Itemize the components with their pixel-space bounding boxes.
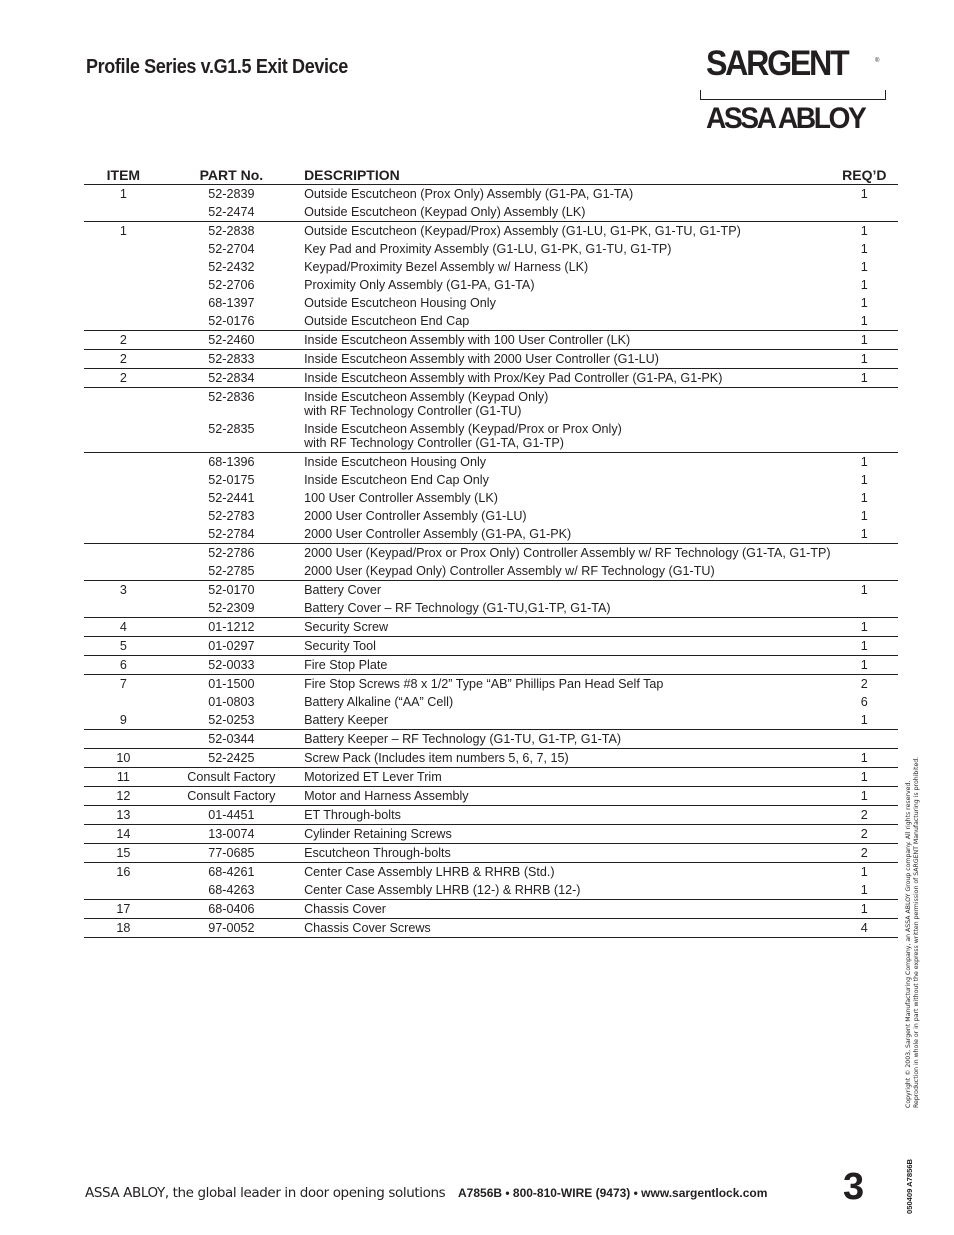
part-number-cell: 52-2785	[163, 562, 300, 581]
table-row	[84, 787, 898, 806]
table-row	[84, 489, 898, 507]
table-row	[84, 331, 898, 350]
header-reqd: REQ’D	[831, 166, 898, 185]
part-number-cell: 52-2474	[163, 203, 300, 222]
description-cell: Inside Escutcheon Assembly with 100 User Controller (LK)	[300, 331, 831, 350]
table-row	[84, 276, 898, 294]
quantity-cell: 1	[860, 455, 868, 469]
quantity-cell: 1	[831, 637, 898, 656]
part-number-cell: 01-1500	[208, 677, 255, 691]
table-row	[84, 507, 898, 525]
quantity-cell: 1	[831, 749, 898, 768]
quantity-cell	[831, 420, 898, 453]
item-cell: 12	[84, 787, 163, 806]
header-description: DESCRIPTION	[300, 166, 831, 185]
parts-table-header-row	[84, 166, 898, 185]
item-cell: 9	[84, 711, 163, 730]
item-cell	[84, 507, 163, 525]
description-cell: Outside Escutcheon (Keypad Only) Assembly (LK)	[300, 203, 831, 222]
description-cell: Motor and Harness Assembly	[300, 787, 831, 806]
quantity-cell: 2	[831, 806, 898, 825]
table-row	[84, 675, 898, 694]
item-cell: 14	[84, 825, 163, 844]
page-number: 3	[843, 1166, 865, 1208]
quantity-cell: 1	[860, 583, 868, 597]
description-cell: Battery Alkaline (“AA” Cell)	[304, 695, 454, 709]
description-cell: Escutcheon Through-bolts	[300, 844, 831, 863]
parts-table-body	[84, 185, 898, 938]
description-cell: Outside Escutcheon (Prox Only) Assembly (G1-PA, G1-TA)	[304, 187, 634, 201]
table-row	[84, 900, 898, 919]
registered-mark: ®	[875, 58, 880, 64]
part-number-cell: 52-2839	[208, 187, 255, 201]
table-row	[84, 919, 898, 938]
part-number-cell: Consult Factory	[163, 768, 300, 787]
part-number-cell: Consult Factory	[163, 787, 300, 806]
part-number-cell: 68-1396	[208, 455, 255, 469]
quantity-cell: 1	[831, 900, 898, 919]
table-row	[84, 388, 898, 421]
item-cell	[84, 525, 163, 544]
item-cell: 16	[116, 865, 131, 879]
table-row	[84, 350, 898, 369]
copyright-notice	[905, 757, 921, 1108]
part-number-cell: 52-0344	[163, 730, 300, 749]
item-cell: 2	[84, 369, 163, 388]
description-cell: Battery Cover – RF Technology (G1-TU,G1-TP, G1-TA)	[300, 599, 831, 618]
part-number-cell: 52-2783	[208, 509, 255, 523]
part-number-cell: 52-2833	[163, 350, 300, 369]
part-number-cell: 52-2786	[208, 546, 255, 560]
description-cell: Motorized ET Lever Trim	[300, 768, 831, 787]
item-cell: 6	[84, 656, 163, 675]
table-row	[84, 730, 898, 749]
part-number-cell: 52-2460	[163, 331, 300, 350]
quantity-cell: 1	[860, 509, 868, 523]
quantity-cell: 1	[831, 350, 898, 369]
part-number-cell: 01-1212	[163, 618, 300, 637]
item-cell	[84, 203, 163, 222]
quantity-cell: 1	[860, 865, 868, 879]
description-cell: Security Tool	[300, 637, 831, 656]
footer-contact: A7856B • 800-810-WIRE (9473) • www.sargentlock.com	[458, 1186, 768, 1200]
quantity-cell: 1	[860, 260, 868, 274]
item-cell: 11	[84, 768, 163, 787]
item-cell	[84, 294, 163, 312]
part-number-cell: 52-0170	[208, 583, 255, 597]
item-cell: 1	[119, 187, 127, 201]
table-row	[84, 203, 898, 222]
table-row	[84, 240, 898, 258]
description-cell: Chassis Cover	[300, 900, 831, 919]
table-row	[84, 562, 898, 581]
part-number-cell: 52-0176	[163, 312, 300, 331]
item-cell	[84, 881, 163, 900]
part-number-cell: 52-2834	[163, 369, 300, 388]
quantity-cell	[831, 599, 898, 618]
table-row	[84, 863, 898, 882]
item-cell: 2	[84, 331, 163, 350]
quantity-cell: 1	[860, 224, 868, 238]
description-cell: Battery Keeper	[300, 711, 831, 730]
table-row	[84, 185, 898, 204]
quantity-cell: 1	[860, 187, 868, 201]
quantity-cell	[831, 730, 898, 749]
part-number-cell: 01-0803	[208, 695, 255, 709]
table-row	[84, 294, 898, 312]
quantity-cell: 1	[831, 312, 898, 331]
table-row	[84, 369, 898, 388]
part-number-cell: 01-4451	[163, 806, 300, 825]
quantity-cell: 1	[831, 369, 898, 388]
quantity-cell	[831, 544, 898, 563]
item-cell: 18	[84, 919, 163, 938]
part-number-cell: 52-0033	[163, 656, 300, 675]
quantity-cell: 1	[831, 618, 898, 637]
description-cell: Inside Escutcheon End Cap Only	[304, 473, 489, 487]
description-cell: Inside Escutcheon Housing Only	[304, 455, 487, 469]
item-cell	[84, 453, 163, 472]
part-number-cell: 52-2706	[208, 278, 255, 292]
part-number-cell: 52-2784	[163, 525, 300, 544]
table-row	[84, 806, 898, 825]
brand-wordmark: SARGENT	[706, 44, 848, 83]
table-row	[84, 453, 898, 472]
description-cell: 2000 User (Keypad/Prox or Prox Only) Controller Assembly w/ RF Technology (G1-TA, G1-TP)	[304, 546, 831, 560]
table-row	[84, 749, 898, 768]
table-row	[84, 471, 898, 489]
description-cell: Inside Escutcheon Assembly with Prox/Key Pad Controller (G1-PA, G1-PK)	[300, 369, 831, 388]
part-number-cell: 52-2704	[208, 242, 255, 256]
description-cell: Keypad/Proximity Bezel Assembly w/ Harness (LK)	[304, 260, 589, 274]
part-number-cell: 68-1397	[208, 296, 255, 310]
table-row	[84, 599, 898, 618]
table-row	[84, 258, 898, 276]
quantity-cell: 1	[831, 331, 898, 350]
quantity-cell: 1	[831, 787, 898, 806]
quantity-cell	[831, 388, 898, 421]
item-cell	[84, 544, 163, 563]
description-cell: Chassis Cover Screws	[300, 919, 831, 938]
description-cell: Outside Escutcheon End Cap	[300, 312, 831, 331]
page-title: Profile Series v.G1.5 Exit Device	[86, 56, 348, 78]
parts-table	[84, 166, 898, 938]
table-row	[84, 768, 898, 787]
part-number-cell: 52-0175	[208, 473, 255, 487]
item-cell: 2	[84, 350, 163, 369]
quantity-cell: 1	[831, 656, 898, 675]
part-number-cell: 52-2432	[208, 260, 255, 274]
item-cell	[84, 240, 163, 258]
part-number-cell: 52-2838	[208, 224, 255, 238]
quantity-cell: 1	[860, 242, 868, 256]
table-row	[84, 844, 898, 863]
part-number-cell: 68-0406	[163, 900, 300, 919]
item-cell: 17	[84, 900, 163, 919]
description-cell: Cylinder Retaining Screws	[300, 825, 831, 844]
quantity-cell: 1	[860, 491, 868, 505]
table-row	[84, 881, 898, 900]
part-number-cell: 52-2309	[163, 599, 300, 618]
item-cell	[84, 471, 163, 489]
table-row	[84, 618, 898, 637]
table-row	[84, 656, 898, 675]
header-item: ITEM	[84, 166, 163, 185]
item-cell: 15	[84, 844, 163, 863]
item-cell	[84, 312, 163, 331]
logo-bracket-rule	[700, 90, 886, 100]
table-row	[84, 222, 898, 241]
item-cell	[84, 599, 163, 618]
footer-tagline: ASSA ABLOY, the global leader in door opening solutions	[85, 1185, 446, 1201]
item-cell	[84, 730, 163, 749]
item-cell	[84, 489, 163, 507]
description-line: Inside Escutcheon Assembly (Keypad Only)	[304, 390, 549, 404]
table-row	[84, 312, 898, 331]
part-number-cell: 77-0685	[163, 844, 300, 863]
quantity-cell: 1	[831, 711, 898, 730]
item-cell: 4	[84, 618, 163, 637]
header-part-no: PART No.	[163, 166, 300, 185]
table-row	[84, 693, 898, 711]
description-cell: Outside Escutcheon Housing Only	[304, 296, 496, 310]
part-number-cell: 52-2425	[163, 749, 300, 768]
quantity-cell: 1	[860, 296, 868, 310]
description-cell: Battery Keeper – RF Technology (G1-TU, G1-TP, G1-TA)	[300, 730, 831, 749]
description-cell: 2000 User Controller Assembly (G1-PA, G1-PK)	[300, 525, 831, 544]
table-row	[84, 825, 898, 844]
quantity-cell: 2	[831, 844, 898, 863]
parent-brand-wordmark: ASSA ABLOY	[706, 102, 865, 135]
quantity-cell: 6	[860, 695, 868, 709]
quantity-cell: 4	[831, 919, 898, 938]
part-number-cell: 52-2441	[208, 491, 255, 505]
table-row	[84, 525, 898, 544]
description-cell: Inside Escutcheon Assembly with 2000 User Controller (G1-LU)	[300, 350, 831, 369]
table-row	[84, 544, 898, 563]
description-cell: Proximity Only Assembly (G1-PA, G1-TA)	[304, 278, 535, 292]
description-cell: Battery Cover	[304, 583, 382, 597]
quantity-cell	[831, 203, 898, 222]
quantity-cell: 1	[860, 278, 868, 292]
description-line: with RF Technology Controller (G1-TU)	[304, 404, 522, 418]
table-row	[84, 420, 898, 453]
item-cell	[84, 693, 163, 711]
copyright-line-1: Copyright © 2003, Sargent Manufacturing Company, an ASSA ABLOY Group company. All rights reserved.	[905, 780, 912, 1108]
description-line: Inside Escutcheon Assembly (Keypad/Prox or Prox Only)	[304, 422, 622, 436]
description-cell: 2000 User Controller Assembly (G1-LU)	[304, 509, 527, 523]
document-code: 050409 A7856B	[905, 1158, 914, 1214]
item-cell	[84, 258, 163, 276]
quantity-cell: 1	[831, 525, 898, 544]
part-number-cell: 68-4263	[163, 881, 300, 900]
quantity-cell: 2	[831, 825, 898, 844]
description-cell	[300, 388, 831, 421]
description-cell	[300, 420, 831, 453]
part-number-cell: 52-2835	[163, 420, 300, 453]
description-cell: Key Pad and Proximity Assembly (G1-LU, G1-PK, G1-TU, G1-TP)	[304, 242, 672, 256]
description-cell: Outside Escutcheon (Keypad/Prox) Assembly (G1-LU, G1-PK, G1-TU, G1-TP)	[304, 224, 741, 238]
item-cell: 13	[84, 806, 163, 825]
description-cell: 2000 User (Keypad Only) Controller Assembly w/ RF Technology (G1-TU)	[300, 562, 831, 581]
table-row	[84, 637, 898, 656]
part-number-cell: 52-0253	[163, 711, 300, 730]
description-cell: 100 User Controller Assembly (LK)	[304, 491, 498, 505]
description-cell: Screw Pack (Includes item numbers 5, 6, 7, 15)	[300, 749, 831, 768]
item-cell	[84, 276, 163, 294]
item-cell	[84, 562, 163, 581]
part-number-cell: 68-4261	[208, 865, 255, 879]
item-cell: 7	[119, 677, 127, 691]
description-cell: Center Case Assembly LHRB (12-) & RHRB (12-)	[300, 881, 831, 900]
description-cell: Security Screw	[300, 618, 831, 637]
quantity-cell: 2	[860, 677, 868, 691]
description-cell: Fire Stop Screws #8 x 1/2” Type “AB” Phillips Pan Head Self Tap	[304, 677, 664, 691]
item-cell	[84, 388, 163, 421]
description-line: with RF Technology Controller (G1-TA, G1-TP)	[304, 436, 564, 450]
description-cell: ET Through-bolts	[300, 806, 831, 825]
description-cell: Fire Stop Plate	[300, 656, 831, 675]
quantity-cell: 1	[860, 473, 868, 487]
table-row	[84, 581, 898, 600]
copyright-line-2: Reproduction in whole or in part without the express written permission of SARGENT Manufacturing is prohibited.	[913, 756, 920, 1108]
description-cell: Center Case Assembly LHRB & RHRB (Std.)	[304, 865, 555, 879]
item-cell: 5	[84, 637, 163, 656]
item-cell: 1	[119, 224, 127, 238]
item-cell: 3	[119, 583, 127, 597]
quantity-cell: 1	[831, 881, 898, 900]
part-number-cell: 13-0074	[163, 825, 300, 844]
quantity-cell: 1	[831, 768, 898, 787]
item-cell	[84, 420, 163, 453]
item-cell: 10	[84, 749, 163, 768]
part-number-cell: 97-0052	[163, 919, 300, 938]
part-number-cell: 52-2836	[208, 390, 255, 404]
quantity-cell	[831, 562, 898, 581]
table-row	[84, 711, 898, 730]
part-number-cell: 01-0297	[163, 637, 300, 656]
